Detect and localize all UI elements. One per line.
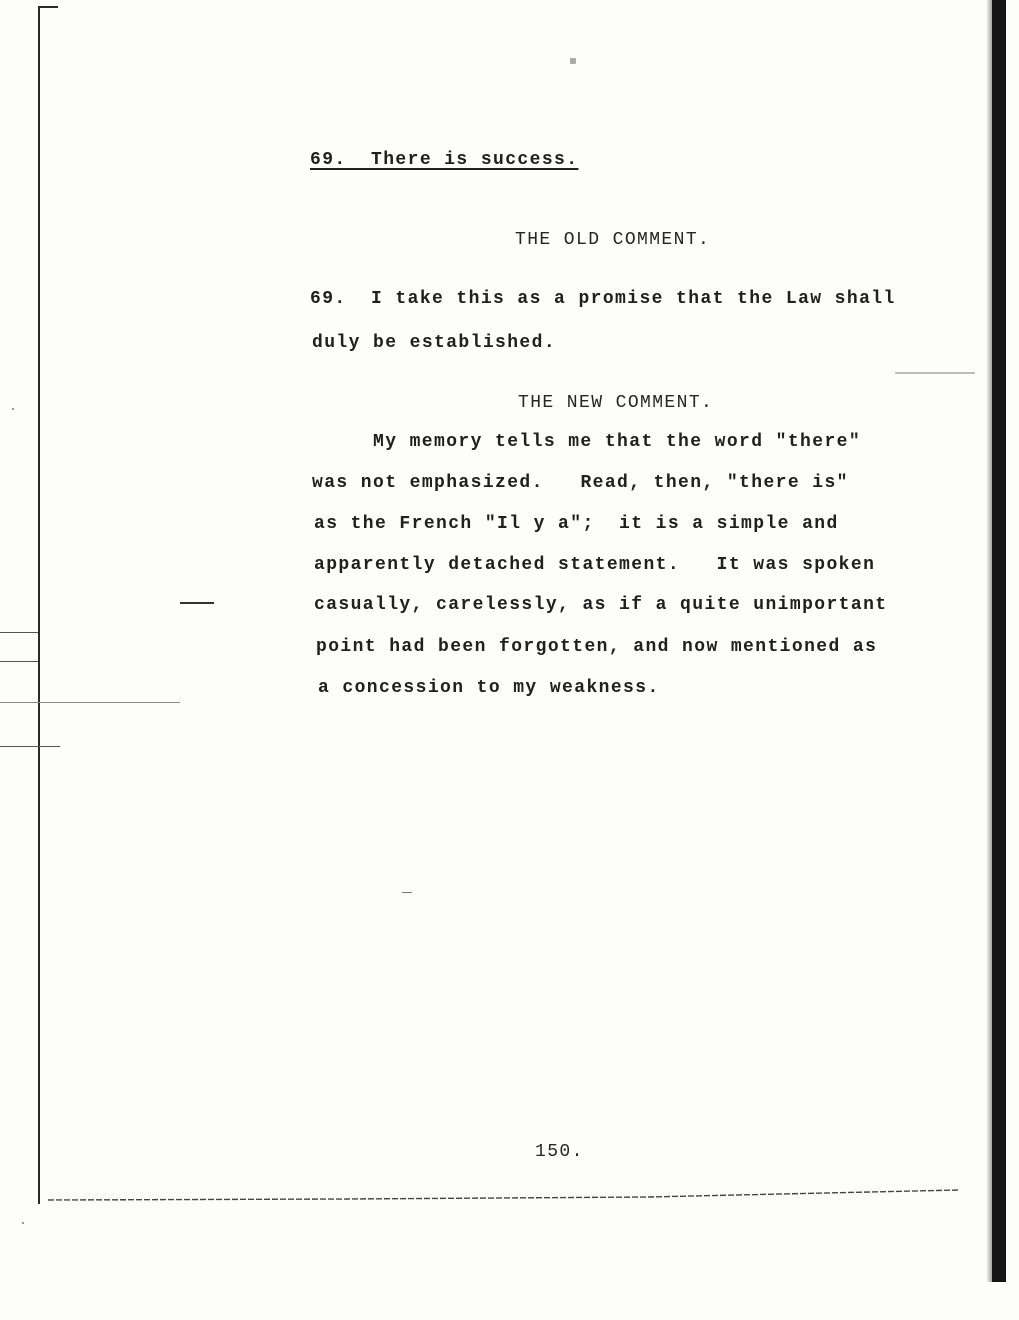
old-comment-line: 69. I take this as a promise that the Law shall xyxy=(310,289,896,309)
margin-mark xyxy=(0,702,180,703)
margin-mark xyxy=(0,746,60,747)
scan-left-border xyxy=(38,6,40,1204)
scan-speck xyxy=(22,1222,24,1224)
scan-right-edge xyxy=(992,0,1006,1282)
scan-speck xyxy=(895,372,975,374)
scan-bottom-border xyxy=(48,1188,958,1202)
margin-mark xyxy=(0,632,38,633)
new-comment-line: point had been forgotten, and now mentioned as xyxy=(316,637,878,657)
new-comment-line: was not emphasized. Read, then, "there is" xyxy=(312,473,849,493)
old-comment-title: THE OLD COMMENT. xyxy=(515,230,711,250)
new-comment-line: casually, carelessly, as if a quite unimportant xyxy=(314,595,888,615)
new-comment-title: THE NEW COMMENT. xyxy=(518,393,714,413)
new-comment-line: a concession to my weakness. xyxy=(318,678,660,698)
old-comment-line: duly be established. xyxy=(312,333,557,353)
new-comment-line: apparently detached statement. It was spoken xyxy=(314,555,876,575)
new-comment-line: as the French "Il y a"; it is a simple and xyxy=(314,514,839,534)
margin-mark xyxy=(180,602,214,604)
scan-speck xyxy=(12,408,14,410)
scan-top-corner xyxy=(38,6,58,8)
scan-speck xyxy=(402,892,412,893)
scan-speck xyxy=(570,58,576,64)
new-comment-line: My memory tells me that the word "there" xyxy=(373,432,862,452)
section-heading: 69. There is success. xyxy=(310,150,579,170)
margin-mark xyxy=(0,661,38,662)
page-number: 150. xyxy=(535,1142,584,1162)
